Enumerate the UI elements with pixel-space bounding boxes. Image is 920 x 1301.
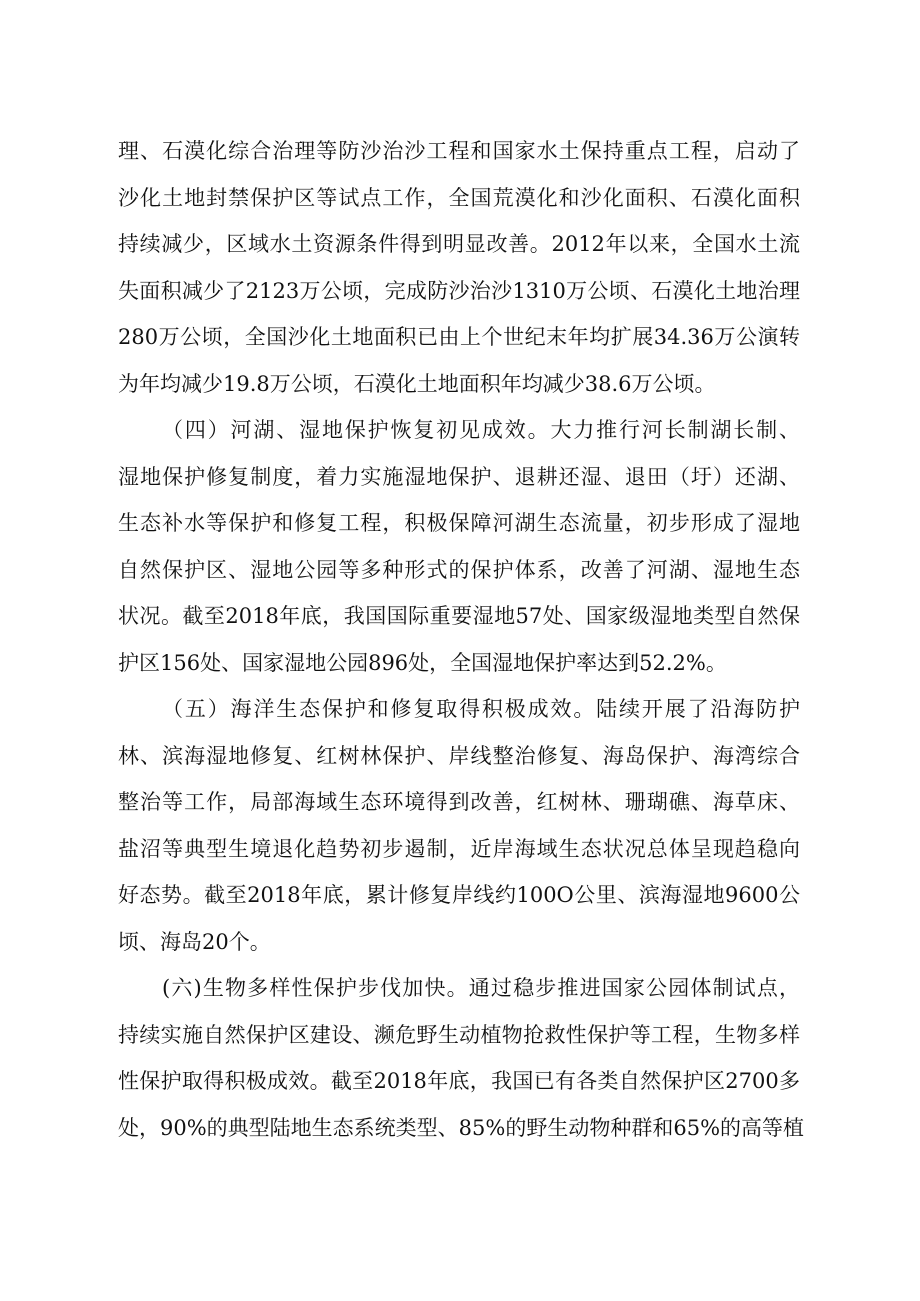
paragraph-section-4 [118,407,800,686]
text-line: 顷、海岛20个。 [118,929,271,954]
text-line: 理、石漠化综合治理等防沙治沙工程和国家水土保持重点工程，启动了 [118,139,800,163]
text-line: 生态补水等保护和修复工程，积极保障河湖生态流量，初步形成了湿地 [118,511,800,535]
paragraph-section-5 [118,686,800,965]
text-line: (六)生物多样性保护步伐加快。通过稳步推进国家公园体制试点， [162,976,800,1000]
text-line: 好态势。截至2018年底，累计修复岸线约100O公里、滨海湿地9600公 [118,883,800,907]
text-line: 为年均减少19.8万公顷，石漠化土地面积年均减少38.6万公顷。 [118,371,716,396]
text-line: 持续减少，区域水土资源条件得到明显改善。2012年以来，全国水土流 [118,232,800,256]
text-line: 自然保护区、湿地公园等多种形式的保护体系，改善了河湖、湿地生态 [118,557,800,582]
text-line: 沙化土地封禁保护区等试点工作，全国荒漠化和沙化面积、石漠化面积 [118,185,800,210]
text-line: （四）河湖、湿地保护恢复初见成效。大力推行河长制湖长制、 [162,418,800,442]
text-line: 林、滨海湿地修复、红树林保护、岸线整治修复、海岛保护、海湾综合 [118,743,800,768]
text-line: 持续实施自然保护区建设、濒危野生动植物抢救性保护等工程，生物多样 [118,1022,800,1047]
paragraph-continuation [118,128,800,407]
text-line: 失面积减少了2123万公顷，完成防沙治沙1310万公顷、石漠化土地治理 [118,278,800,303]
text-line: （五）海洋生态保护和修复取得积极成效。陆续开展了沿海防护 [162,697,800,721]
text-line: 处，90%的典型陆地生态系统类型、85%的野生动物种群和65%的高等植 [118,1115,805,1140]
paragraph-section-6 [118,965,805,1151]
text-line: 护区156处、国家湿地公园896处，全国湿地保护率达到52.2%。 [118,650,727,675]
text-line: 湿地保护修复制度，着力实施湿地保护、退耕还湿、退田（圩）还湖、 [118,464,800,489]
text-line: 状况。截至2018年底，我国国际重要湿地57处、国家级湿地类型自然保 [118,604,800,628]
text-line: 整治等工作，局部海域生态环境得到改善，红树林、珊瑚礁、海草床、 [118,790,800,814]
text-line: 盐沼等典型生境退化趋势初步遏制，近岸海域生态状况总体呈现趋稳向 [118,836,800,861]
text-line: 280万公顷，全国沙化土地面积已由上个世纪末年均扩展34.36万公演转 [118,325,800,349]
document-body [118,128,805,1151]
text-line: 性保护取得积极成效。截至2018年底，我国已有各类自然保护区2700多 [118,1069,800,1093]
